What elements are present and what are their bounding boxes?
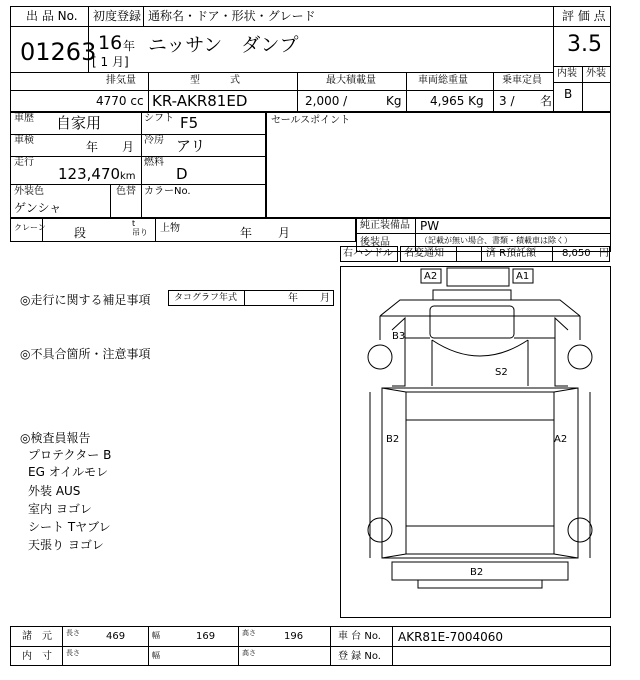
interior-height-label: 高さ: [242, 649, 256, 657]
fuel-label: 燃料: [144, 157, 164, 168]
fuel-value: D: [176, 165, 188, 183]
recycle-unit: 円: [599, 248, 609, 259]
length-value: 469: [106, 631, 126, 642]
mileage-value: 123,470: [58, 165, 121, 183]
damage-mark-s2-cab: S2: [495, 367, 508, 378]
inspection-month: 月: [122, 140, 135, 154]
model-code: KR-AKR81ED: [152, 92, 248, 110]
color-label: 外装色: [14, 186, 44, 197]
height-value: 196: [284, 631, 304, 642]
registration-number-label: 登 録 No.: [338, 651, 381, 662]
color-change-label: 色替: [116, 186, 136, 197]
crane-tons-label: t 吊り: [132, 219, 148, 237]
damage-mark-a2-right: A2: [554, 434, 568, 445]
capacity-label: 乗車定員: [502, 75, 542, 86]
history-value: 自家用: [56, 114, 102, 132]
interior-grade-label: 内装: [557, 68, 577, 79]
equipment-label: 純正装備品: [360, 220, 410, 231]
width-value: 169: [196, 631, 216, 642]
name-change: 名変通知: [404, 248, 444, 259]
max-load-label: 最大積載量: [326, 75, 376, 86]
recycle-label: 済 R預託額: [486, 248, 537, 259]
interior-grade: B: [564, 87, 573, 101]
tachograph-month: 月: [320, 293, 330, 304]
shift-value: F5: [180, 114, 199, 132]
capacity-unit: 名: [540, 94, 553, 108]
damage-mark-b2-rear: B2: [470, 567, 484, 578]
sales-point-box: [266, 112, 611, 218]
tachograph-label: タコグラフ年式: [174, 293, 238, 303]
damage-mark-a1-front-right: A1: [516, 271, 530, 282]
damage-mark-b3-cab: B3: [392, 331, 406, 342]
capacity: 3 /: [499, 94, 515, 108]
inspector-line: プロテクター B: [28, 448, 112, 462]
crane-year: 年: [240, 226, 253, 240]
registration-month: [ 1 月]: [92, 55, 129, 69]
exterior-grade-label: 外装: [586, 68, 606, 79]
length-label: 長さ: [66, 629, 80, 637]
inspector-line: EG オイルモレ: [28, 465, 109, 479]
car-name-label: 通称名・ドア・形状・グレード: [148, 9, 316, 23]
inspector-line: 天張り ヨゴレ: [28, 538, 104, 552]
lot-number-label: 出 品 No.: [26, 9, 78, 23]
displacement-label: 排気量: [106, 75, 136, 86]
first-registration-label: 初度登録: [93, 9, 142, 23]
inspection-label: 車検: [14, 135, 34, 146]
color-value: ゲンシャ: [14, 201, 62, 215]
tachograph-year: 年: [288, 293, 298, 304]
interior-dimensions-label: 内 寸: [22, 651, 52, 662]
history-label: 車歴: [14, 113, 34, 124]
lot-number: 01263: [20, 38, 97, 66]
height-label: 高さ: [242, 629, 256, 637]
width-label: 幅: [152, 631, 160, 640]
damage-mark-a2-front-left: A2: [424, 271, 438, 282]
gross-weight-label: 車両総重量: [418, 75, 468, 86]
equipment-value: PW: [420, 219, 440, 233]
overall-grade: 3.5: [567, 32, 602, 57]
name-change-checkbox: [456, 246, 482, 262]
steering: 右ハンドル: [343, 248, 393, 259]
inspection-year: 年: [86, 140, 99, 154]
chassis-number: AKR81E-7004060: [398, 630, 504, 644]
defects-label: ◎不具合箇所・注意事項: [20, 347, 151, 361]
color-number-label: カラーNo.: [144, 186, 191, 197]
crane-top-label: 上物: [160, 223, 180, 234]
dimensions-label: 諸 元: [22, 631, 52, 642]
registration-year-unit: 年: [123, 39, 136, 53]
gross-weight: 4,965 Kg: [430, 94, 484, 108]
damage-mark-b2-left: B2: [386, 434, 400, 445]
interior-width-label: 幅: [152, 651, 160, 660]
crane-steps: 段: [74, 226, 87, 240]
inspector-report-label: ◎検査員報告: [20, 431, 91, 445]
registration-year: 16: [98, 32, 123, 54]
inspector-line: シート Tヤブレ: [28, 520, 111, 534]
shift-label: シフト: [144, 113, 174, 124]
mileage-unit: km: [120, 171, 136, 182]
grade-label: 評 価 点: [562, 9, 606, 23]
recycle-amount: 8,050: [562, 248, 591, 259]
chassis-label: 車 台 No.: [338, 631, 381, 642]
interior-length-label: 長さ: [66, 649, 80, 657]
aircon-label: 冷房: [144, 135, 164, 146]
max-load: 2,000 /: [305, 94, 348, 108]
displacement: 4770 cc: [96, 94, 144, 108]
model-label: 型 式: [190, 75, 240, 86]
damage-diagram-frame: [340, 266, 611, 618]
inspector-line: 外装 AUS: [28, 484, 81, 498]
max-load-unit: Kg: [386, 94, 402, 108]
mileage-label: 走行: [14, 157, 34, 168]
driving-notes-label: ◎走行に関する補足事項: [20, 293, 151, 307]
crane-row: [10, 218, 356, 242]
inspector-line: 室内 ヨゴレ: [28, 502, 92, 516]
aftermarket-label: 後装品: [360, 237, 390, 248]
sales-point-label: セールスポイント: [271, 115, 351, 126]
crane-month: 月: [278, 226, 291, 240]
aircon-value: アリ: [176, 137, 206, 155]
aftermarket-note: （記載が無い場合、書類・積載車は除く）: [420, 236, 572, 245]
crane-label: クレーン: [14, 223, 46, 232]
car-name: ニッサン ダンプ: [148, 34, 299, 56]
